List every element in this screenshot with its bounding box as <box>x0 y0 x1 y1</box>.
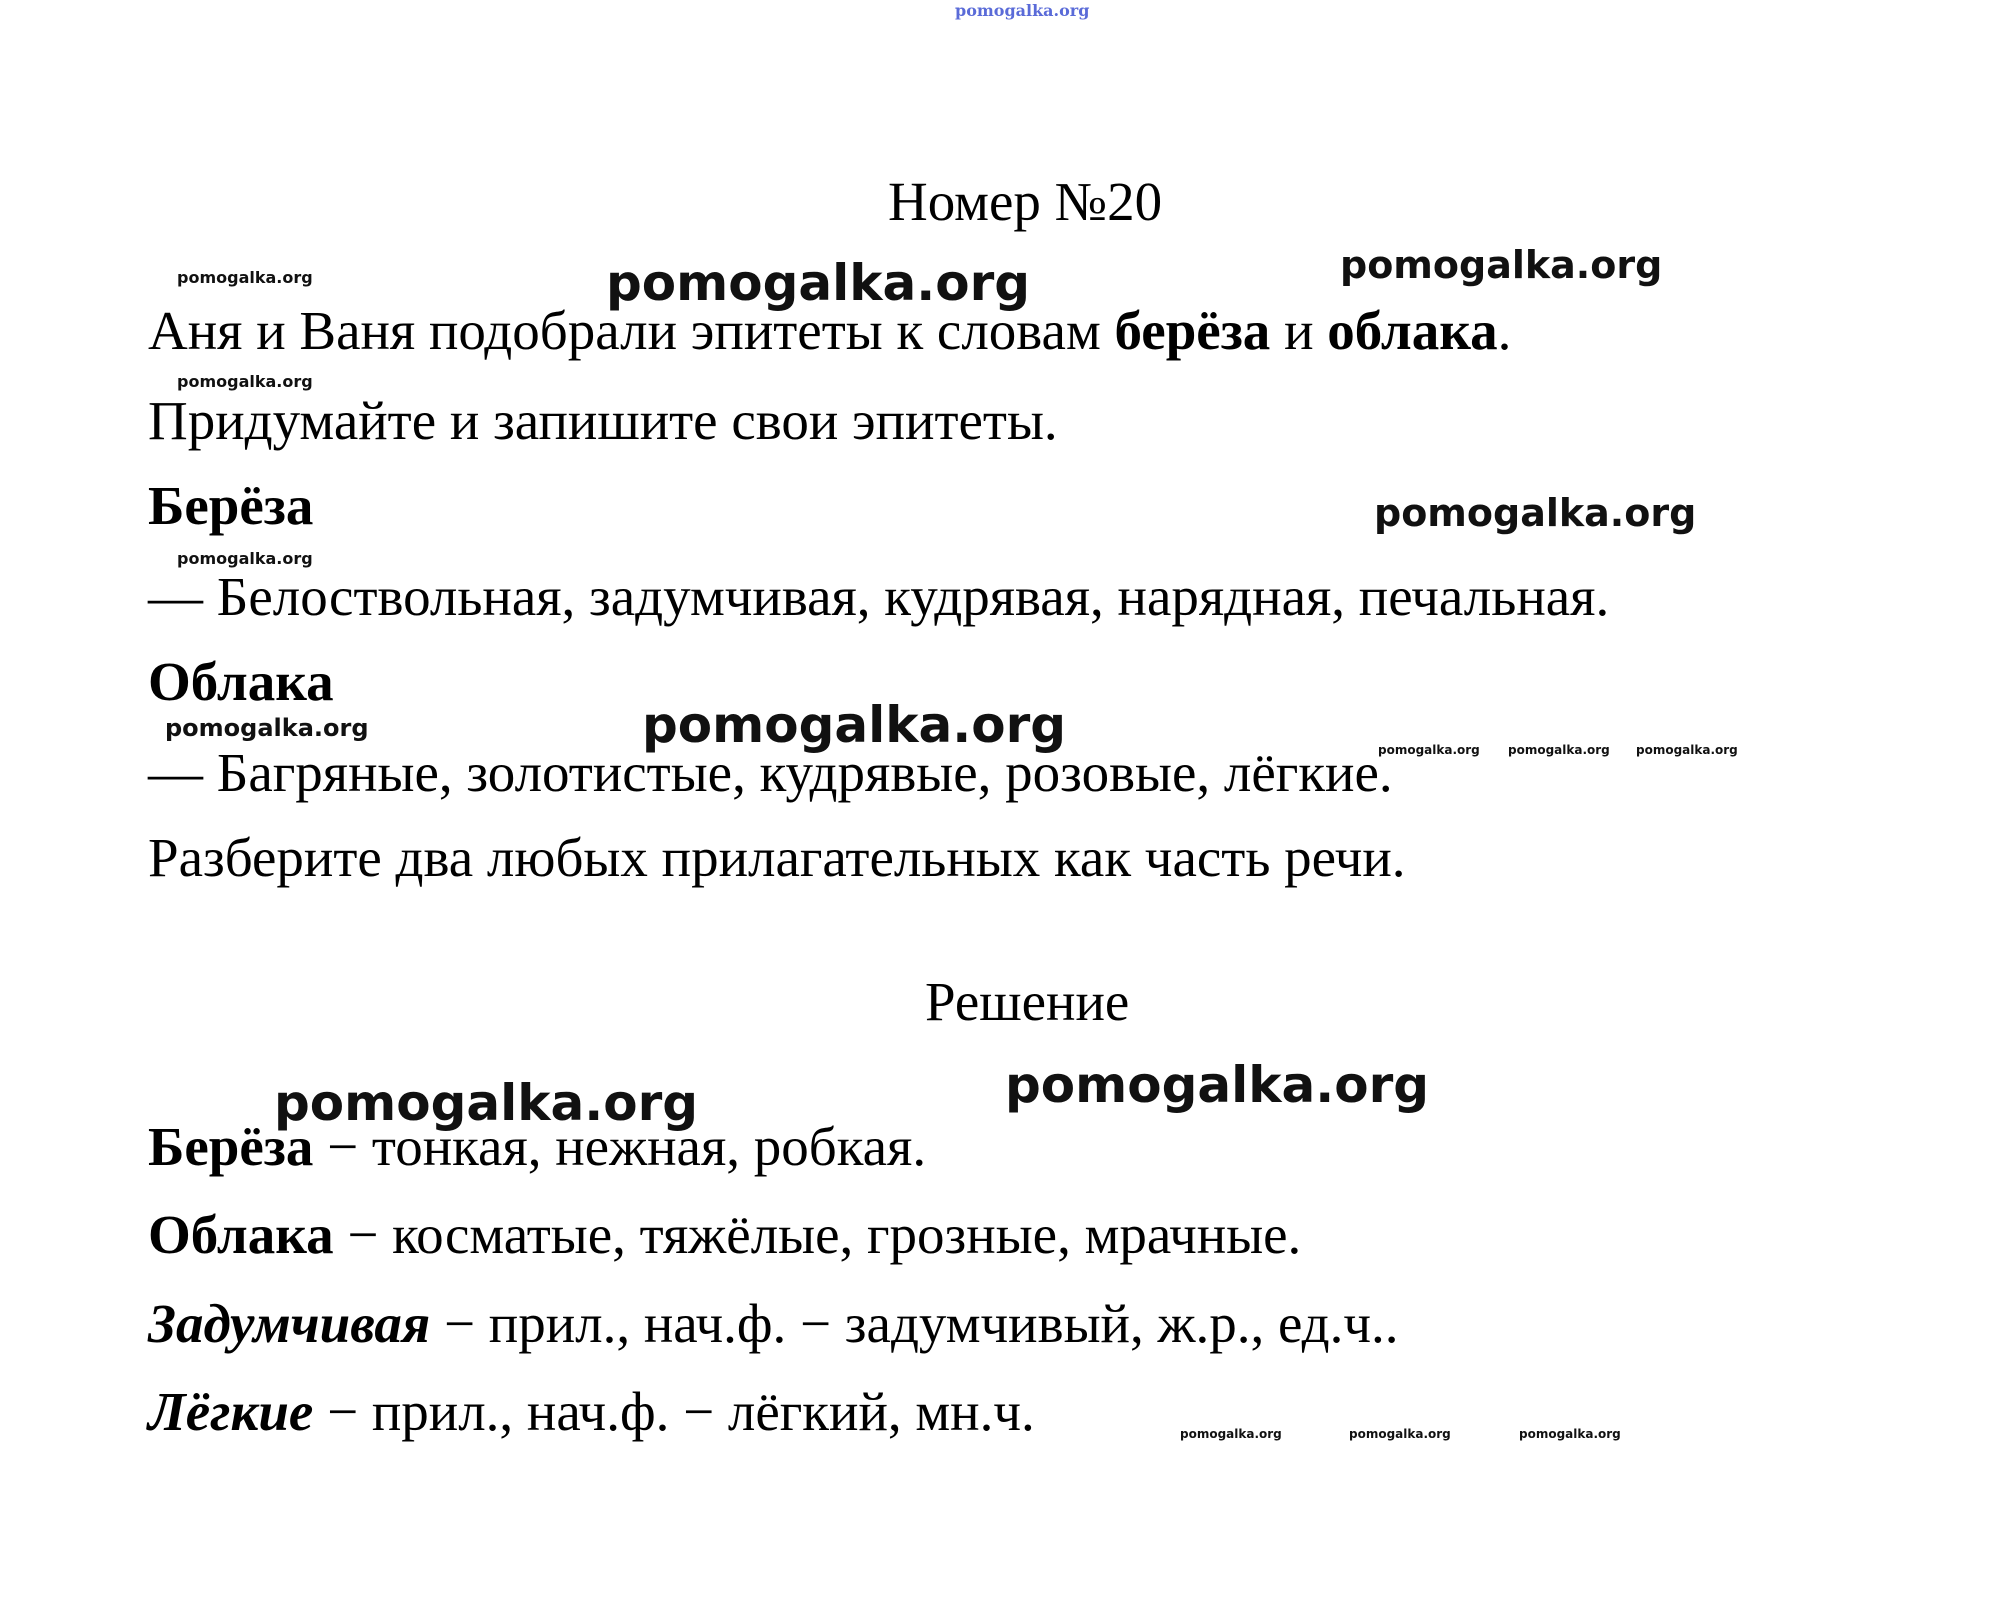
solution-clouds-text: − косматые, тяжёлые, грозные, мрачные. <box>333 1204 1302 1265</box>
solution-parse-1 <box>148 1292 1399 1356</box>
watermark: pomogalka.org <box>177 268 313 287</box>
watermark: pomogalka.org <box>1378 743 1480 757</box>
watermark: pomogalka.org <box>165 714 369 742</box>
watermark: pomogalka.org <box>274 1074 699 1132</box>
watermark: pomogalka.org <box>177 372 313 391</box>
watermark: pomogalka.org <box>642 696 1067 754</box>
watermark: pomogalka.org <box>1374 491 1697 535</box>
watermark: pomogalka.org <box>606 254 1031 312</box>
solution-parse-1-word: Задумчивая <box>148 1293 431 1354</box>
watermark: pomogalka.org <box>1180 1427 1282 1441</box>
solution-parse-1-text: − прил., нач.ф. − задумчивый, ж.р., ед.ч.. <box>430 1293 1399 1354</box>
solution-birch-word: Берёза <box>148 1116 314 1177</box>
solution-clouds-word: Облака <box>148 1204 334 1265</box>
intro-word-birch: берёза <box>1114 300 1271 361</box>
intro-conj: и <box>1270 300 1328 361</box>
solution-title: Решение <box>925 971 1130 1032</box>
watermark: pomogalka.org <box>1519 1427 1621 1441</box>
watermark: pomogalka.org <box>1340 243 1663 287</box>
clouds-epithets: — Багряные, золотистые, кудрявые, розовые, лёгкие. <box>148 742 1393 803</box>
watermark-top: pomogalka.org <box>955 1 1090 20</box>
solution-clouds <box>148 1203 1301 1267</box>
watermark: pomogalka.org <box>177 549 313 568</box>
task-instruction: Придумайте и запишите свои эпитеты. <box>148 390 1058 451</box>
intro-word-clouds: облака <box>1327 300 1498 361</box>
birch-heading <box>148 474 313 538</box>
solution-birch-text: − тонкая, нежная, робкая. <box>313 1116 927 1177</box>
solution-birch <box>148 1115 926 1179</box>
clouds-heading <box>148 650 334 714</box>
birch-heading-text: Берёза <box>148 475 314 536</box>
watermark: pomogalka.org <box>1636 743 1738 757</box>
watermark: pomogalka.org <box>1508 743 1610 757</box>
clouds-heading-text: Облака <box>148 651 334 712</box>
solution-parse-2-word: Лёгкие <box>148 1381 314 1442</box>
task-intro <box>148 299 1511 363</box>
solution-parse-2 <box>148 1380 1035 1444</box>
intro-suffix: . <box>1497 300 1512 361</box>
watermark: pomogalka.org <box>1349 1427 1451 1441</box>
task-title: Номер №20 <box>888 171 1163 232</box>
birch-epithets: — Белоствольная, задумчивая, кудрявая, нарядная, печальная. <box>148 566 1610 627</box>
watermark: pomogalka.org <box>1005 1056 1430 1114</box>
solution-parse-2-text: − прил., нач.ф. − лёгкий, мн.ч. <box>313 1381 1035 1442</box>
intro-prefix: Аня и Ваня подобрали эпитеты к словам <box>148 300 1115 361</box>
parse-task: Разберите два любых прилагательных как часть речи. <box>148 827 1406 888</box>
